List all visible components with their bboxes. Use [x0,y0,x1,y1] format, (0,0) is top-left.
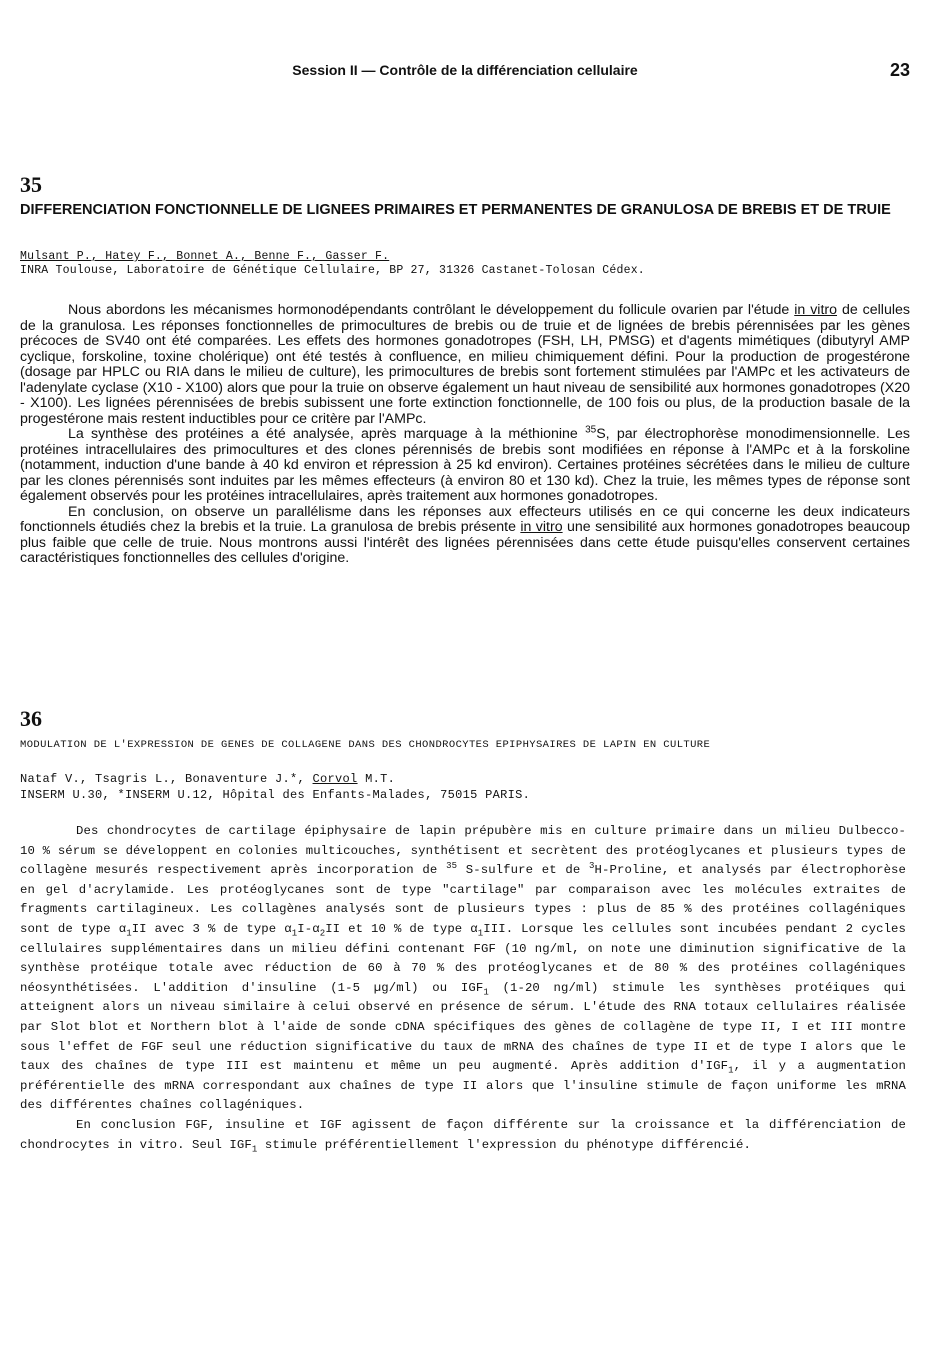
abstract-35-number: 35 [20,172,42,197]
running-header [0,60,930,84]
abstract-35-title: DIFFERENCIATION FONCTIONNELLE DE LIGNEES PRIMAIRES ET PERMANENTES DE GRANULOSA DE BREBIS ET DE TRUIE [20,202,891,218]
abstract-36-paragraph-2: En conclusion FGF, insuline et IGF agissent de façon différente sur la croissance et la différenciation de chondrocytes in vitro. Seul $IGF_1$ stimule préférentiellement l'expression du phénotype différencié. [20,1117,906,1154]
abstract-35-authors [20,250,389,263]
abstract-35-authors-text: Mulsant P., Hatey F., Bonnet A., Benne F., Gasser F. [20,250,390,263]
abstract-36-paragraph-1: Des chondrocytes de cartilage épiphysaire de lapin prépubère mis en culture primaire dans un milieu Dulbecco-10 % sérum se développent en colonies multicouches, synthétisent et secrètent des protéoglycanes et plusieurs types de collagène mesurés respectivement après incorporation de $^{35}$ S-sulfure et de $^3$H-Proline, et analysés par électrophorèse en gel d'acrylamide. Les protéoglycanes sont de type "cartilage" par comparaison avec les molécules extraites de fragments cartilagineux. Les collagènes analysés sont de plusieurs types : plus de 85 % des protéines collagéniques sont de type $\alpha_1II$ avec 3 % de type $\alpha_1I-\alpha_2II$ et 10 % de type $\alpha_1III$. Lorsque les cellules sont incubées pendant 2 cycles cellulaires supplémentaires dans un milieu défini contenant FGF (10 ng/ml, on note une diminution significative de la synthèse protéique totale avec réduction de 60 à 70 % des protéoglycanes et de 80 % des protéines collagéniques néosynthétisées. L'addition d'insuline (1-5 µg/ml) ou $IGF_1$ (1-20 ng/ml) stimule les synthèses protéiques qui atteignent alors un niveau similaire à celui observé en présence de sérum. L'étude des RNA totaux cellulaires réalisée par Slot blot et Northern blot à l'aide de sonde cDNA spécifiques des gènes de collagène de type II, I et III montre sous l'effet de FGF seul une réduction significative du taux de mRNA des chaînes de type II et de type I alors que le taux des chaînes de type III est maintenu et même un peu augmenté. Après addition $d'IGF_1$, il y a augmentation préférentielle des mRNA correspondant aux chaînes de type II alors que l'insuline stimule de façon uniforme les mRNA des différentes chaînes collagéniques. [20,824,907,1113]
running-header-title: Session II — Contrôle de la différenciation cellulaire [292,62,638,78]
abstract-35-paragraph-1: Nous abordons les mécanismes hormonodépendants contrôlant le développement du follicule ovarien par l'étude in vitro de cellules de la granulosa. Les réponses fonctionnelles de primocultures de brebis ou de truie et de lignées de brebis pérennisées par les gènes précoces de SV40 ont été comparées. Les effets des hormones gonadotropes (FSH, LH, PMSG) et d'agents mimétiques (dibutyryl AMP cyclique, forskoline, toxine cholérique) ont été testés à confluence, en milieu chimiquement défini. Pour la production de progestérone (dosage par HPLC ou RIA dans le milieu de culture), les primocultures de brebis sont fortement stimulées par l'AMPc et les activateurs de l'adenylate cyclase (X10 - X100) alors que pour la truie on observe également un haut niveau de sensibilité aux hormones gonadotropes (X20 - X100). Les lignées pérennisées de brebis subissent une forte extinction fonctionnelle, de 100 fois ou plus, de la production basale de la progestérone mais restent inductibles pour ce critère par l'AMPc. [20,302,910,427]
abstract-36-body [20,822,906,1155]
abstract-36-number: 36 [20,706,42,731]
abstract-35-body [20,303,910,567]
abstract-35-affiliation: INRA Toulouse, Laboratoire de Génétique Cellulaire, BP 27, 31326 Castanet-Tolosan Cédex. [20,264,645,277]
abstract-36-authors: Nataf V., Tsagris L., Bonaventure J.*, Corvol M.T. [20,772,396,786]
page-number: 23 [889,60,910,80]
abstract-36-affiliation: INSERM U.30, *INSERM U.12, Hôpital des Enfants-Malades, 75015 PARIS. [20,788,531,802]
abstract-36-title: MODULATION DE L'EXPRESSION DE GENES DE COLLAGENE DANS DES CHONDROCYTES EPIPHYSAIRES DE LAPIN EN CULTURE [20,739,711,751]
abstract-35-paragraph-3: En conclusion, on observe un parallélisme dans les réponses aux effecteurs utilisés en ce qui concerne les deux indicateurs fonctionnels étudiés chez la brebis et la truie. La granulosa de brebis présente in vitro une sensibilité aux hormones gonadotropes beaucoup plus faible que celle de truie. Nous montrons aussi l'intérêt des lignées pérennisées dans cette étude puisqu'elles conservent certaines caractéristiques fonctionnelles des cellules d'origine. [20,503,910,566]
abstract-35-paragraph-2: La synthèse des protéines a été analysée, après marquage à la méthionine $^{35}$S, par électrophorèse monodimensionnelle. Les protéines intracellulaires des primocultures et des clones pérennisés de brebis sont modifiées en réponse à l'AMPc et à la forskoline (notamment, induction d'une bande à 40 kd environ et répression à 25 kd environ). Certaines protéines sécrétées dans le milieu de culture par les clones pérennisés sont induites par les mêmes effecteurs (à environ 80 et 130 kd). Chez la truie, les mêmes types de réponse sont également observés pour les protéines intracellulaires, après traitement aux hormones gonadotropes. [20,424,911,504]
